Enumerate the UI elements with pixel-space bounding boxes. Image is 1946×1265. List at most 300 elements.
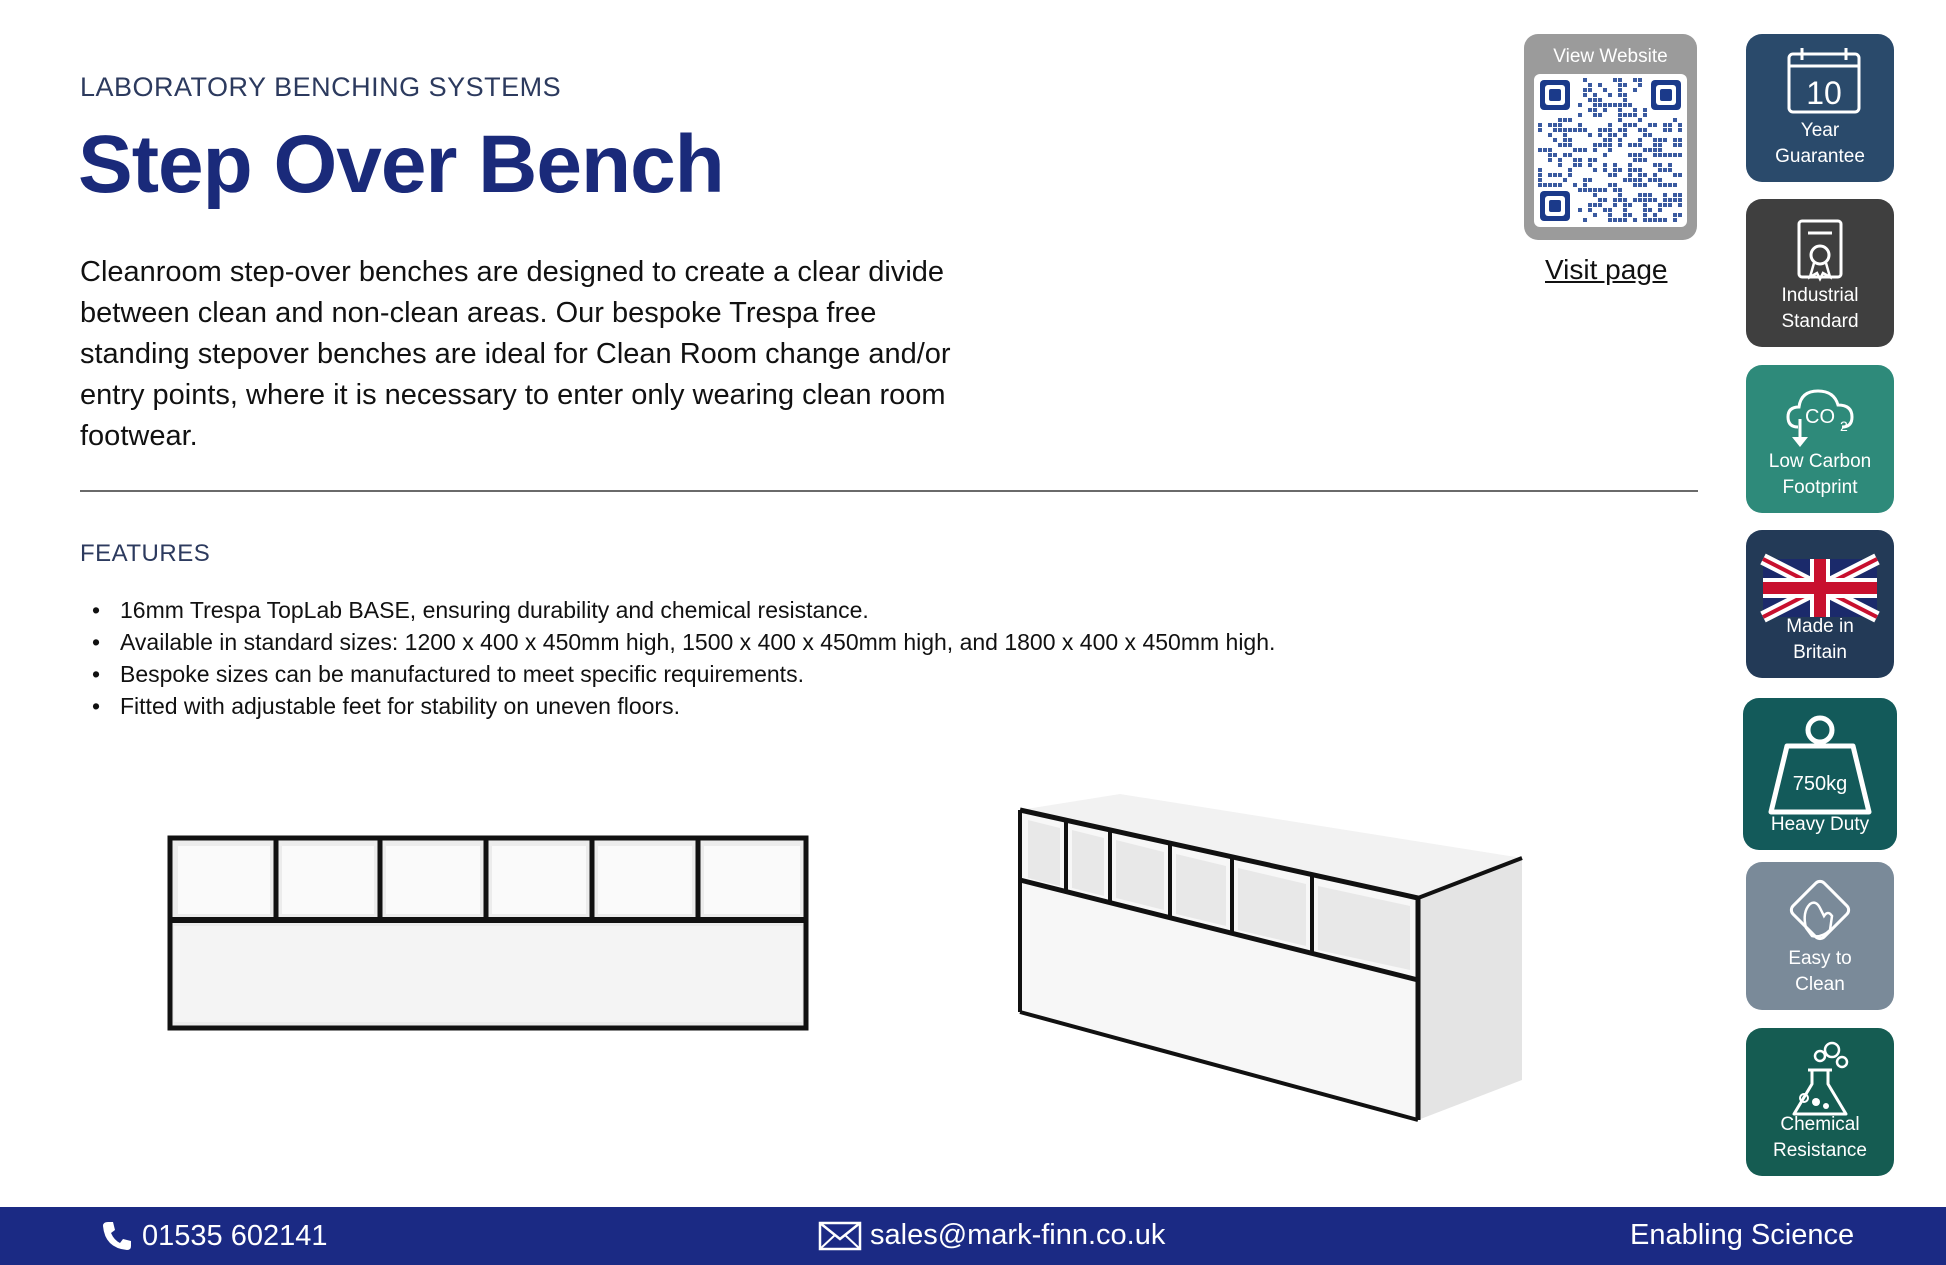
qr-module [1648,133,1652,137]
qr-module [1618,143,1622,147]
qr-module [1673,143,1677,147]
badge-label: Industrial Standard [1781,285,1859,332]
qr-module [1608,138,1612,142]
qr-module [1608,148,1612,152]
qr-module [1673,118,1677,122]
features-list [80,594,1275,722]
envelope-icon [818,1220,862,1252]
qr-card[interactable] [1524,34,1697,240]
qr-module [1663,168,1667,172]
qr-module [1603,138,1607,142]
qr-module [1633,198,1637,202]
qr-code-icon[interactable] [1534,74,1687,227]
qr-module [1588,158,1592,162]
qr-module [1613,188,1617,192]
qr-module [1573,163,1577,167]
qr-module [1628,213,1632,217]
qr-module [1623,123,1627,127]
badge-heavy-duty [1743,698,1897,850]
qr-module [1563,138,1567,142]
qr-module [1558,158,1562,162]
qr-module [1578,113,1582,117]
qr-module [1563,153,1567,157]
qr-module [1548,148,1552,152]
footer-tagline: Enabling Science [1630,1219,1855,1251]
qr-module [1648,148,1652,152]
qr-module [1573,128,1577,132]
qr-module [1638,183,1642,187]
qr-module [1588,208,1592,212]
qr-module [1618,198,1622,202]
qr-module [1553,128,1557,132]
qr-module [1583,218,1587,222]
qr-module [1658,168,1662,172]
qr-module [1673,193,1677,197]
qr-module [1638,158,1642,162]
qr-module [1633,168,1637,172]
qr-module [1603,143,1607,147]
qr-module [1578,148,1582,152]
qr-module [1658,163,1662,167]
qr-module [1633,108,1637,112]
qr-module [1543,148,1547,152]
qr-module [1658,218,1662,222]
qr-module [1588,83,1592,87]
qr-module [1643,203,1647,207]
badge-year-guarantee [1746,34,1894,182]
qr-module [1578,208,1582,212]
feature-item: • Available in standard sizes: 1200 x 400 x 450mm high, 1500 x 400 x 450mm high, and 1800 x 400 x 450mm high. [80,626,1275,658]
qr-module [1623,203,1627,207]
qr-module [1628,178,1632,182]
qr-module [1598,133,1602,137]
qr-module [1593,143,1597,147]
qr-module [1608,123,1612,127]
qr-module [1678,213,1682,217]
badge-label: Made in Britain [1786,616,1854,663]
qr-module [1618,113,1622,117]
qr-module [1578,188,1582,192]
qr-module [1608,93,1612,97]
qr-module [1558,128,1562,132]
qr-module [1658,203,1662,207]
qr-module [1638,153,1642,157]
qr-module [1608,128,1612,132]
qr-module [1608,103,1612,107]
qr-module [1593,108,1597,112]
qr-module [1658,178,1662,182]
qr-module [1638,178,1642,182]
qr-module [1678,128,1682,132]
qr-module [1643,198,1647,202]
qr-module [1668,153,1672,157]
qr-module [1638,198,1642,202]
qr-module [1668,198,1672,202]
qr-module [1603,163,1607,167]
qr-module [1653,163,1657,167]
qr-module [1608,133,1612,137]
qr-module [1563,133,1567,137]
qr-module [1653,213,1657,217]
qr-module [1608,183,1612,187]
qr-module [1633,178,1637,182]
qr-module [1643,128,1647,132]
qr-module [1623,133,1627,137]
qr-module [1633,143,1637,147]
qr-module [1593,193,1597,197]
qr-module [1558,173,1562,177]
qr-module [1538,148,1542,152]
qr-module [1633,153,1637,157]
qr-module [1568,173,1572,177]
qr-module [1563,118,1567,122]
qr-module [1658,183,1662,187]
qr-module [1588,108,1592,112]
qr-module [1678,138,1682,142]
qr-module [1673,173,1677,177]
qr-module [1618,138,1622,142]
badge-label: Low Carbon Footprint [1768,451,1872,498]
qr-module [1668,168,1672,172]
qr-module [1653,138,1657,142]
qr-module [1613,218,1617,222]
qr-module [1548,123,1552,127]
qr-module [1613,78,1617,82]
qr-module [1583,128,1587,132]
qr-module [1548,153,1552,157]
qr-module [1643,148,1647,152]
qr-module [1618,78,1622,82]
qr-module [1653,148,1657,152]
qr-module [1668,203,1672,207]
feature-item: • Bespoke sizes can be manufactured to meet specific requirements. [80,658,1275,690]
qr-module [1563,143,1567,147]
qr-module [1628,173,1632,177]
qr-module [1588,203,1592,207]
qr-module [1623,98,1627,102]
qr-module [1568,128,1572,132]
badge-label: Chemical Resistance [1773,1114,1867,1161]
qr-module [1593,113,1597,117]
qr-module [1598,203,1602,207]
qr-module [1538,178,1542,182]
qr-module [1578,123,1582,127]
qr-module [1583,78,1587,82]
qr-module [1558,163,1562,167]
qr-module [1598,198,1602,202]
qr-module [1678,198,1682,202]
phone-number[interactable]: 01535 602141 [142,1219,328,1252]
feature-item: • Fitted with adjustable feet for stability on uneven floors. [80,690,1275,722]
weight-value: 750kg [1792,773,1848,795]
qr-module [1558,183,1562,187]
qr-module [1613,198,1617,202]
qr-module [1568,168,1572,172]
qr-module [1553,123,1557,127]
qr-module [1593,158,1597,162]
qr-module [1638,83,1642,87]
qr-module [1593,213,1597,217]
qr-module [1643,213,1647,217]
qr-module [1663,218,1667,222]
qr-module [1673,183,1677,187]
qr-module [1573,148,1577,152]
qr-label: View Website [1553,46,1668,67]
qr-module [1593,148,1597,152]
qr-module [1648,123,1652,127]
qr-module [1573,158,1577,162]
qr-module [1638,118,1642,122]
qr-module [1613,103,1617,107]
qr-module [1643,183,1647,187]
qr-module [1673,198,1677,202]
qr-module [1613,203,1617,207]
qr-module [1663,183,1667,187]
qr-module [1668,128,1672,132]
qr-module [1548,133,1552,137]
qr-module [1623,103,1627,107]
badge-easy-to-clean [1746,862,1894,1010]
qr-module [1678,123,1682,127]
qr-module [1583,148,1587,152]
weight-icon [1743,708,1897,798]
qr-module [1603,153,1607,157]
qr-module [1668,163,1672,167]
qr-module [1598,83,1602,87]
qr-module [1553,153,1557,157]
qr-module [1653,178,1657,182]
qr-module [1558,118,1562,122]
qr-module [1583,93,1587,97]
qr-module [1658,208,1662,212]
qr-module [1648,178,1652,182]
qr-module [1538,173,1542,177]
qr-module [1663,198,1667,202]
qr-module [1588,188,1592,192]
qr-module [1618,93,1622,97]
qr-module [1628,143,1632,147]
qr-module [1618,218,1622,222]
qr-module [1618,188,1622,192]
section-divider [80,490,1698,492]
badge-label: Heavy Duty [1770,814,1870,835]
qr-module [1598,188,1602,192]
qr-module [1598,103,1602,107]
qr-module [1663,123,1667,127]
qr-module [1628,203,1632,207]
qr-module [1578,103,1582,107]
qr-module [1628,103,1632,107]
footer-phone[interactable] [100,1219,327,1253]
footer-bar [0,1207,1946,1265]
qr-module [1538,123,1542,127]
qr-module [1633,113,1637,117]
qr-module [1678,143,1682,147]
qr-module [1658,138,1662,142]
qr-module [1548,158,1552,162]
co2-subscript: 2 [1840,418,1848,434]
qr-module [1608,218,1612,222]
qr-module [1563,178,1567,182]
qr-module [1653,218,1657,222]
qr-module [1673,138,1677,142]
qr-module [1643,133,1647,137]
qr-module [1638,193,1642,197]
qr-module [1618,83,1622,87]
qr-module [1613,133,1617,137]
badge-made-in-britain [1746,530,1894,678]
qr-module [1588,88,1592,92]
qr-module [1643,208,1647,212]
qr-module [1643,158,1647,162]
qr-module [1623,93,1627,97]
qr-module [1618,88,1622,92]
qr-module [1678,193,1682,197]
qr-module [1628,153,1632,157]
bench-front-view-image [160,830,820,1040]
page-title: Step Over Bench [78,119,724,210]
qr-module [1618,128,1622,132]
badge-label: Year Guarantee [1775,120,1865,167]
qr-module [1623,178,1627,182]
badge-label: Easy to Clean [1788,948,1852,995]
category-label: LABORATORY BENCHING SYSTEMS [80,72,562,102]
qr-module [1623,198,1627,202]
qr-module [1623,218,1627,222]
qr-module [1553,183,1557,187]
email-address[interactable]: sales@mark-finn.co.uk [870,1219,1166,1251]
qr-module [1618,108,1622,112]
qr-module [1588,178,1592,182]
qr-module [1618,103,1622,107]
qr-module [1583,178,1587,182]
qr-module [1538,168,1542,172]
qr-module [1658,153,1662,157]
qr-module [1548,173,1552,177]
qr-module [1623,208,1627,212]
qr-module [1573,183,1577,187]
qr-module [1638,78,1642,82]
qr-module [1598,143,1602,147]
badge-industrial-standard [1746,199,1894,347]
qr-module [1608,213,1612,217]
qr-module [1638,138,1642,142]
qr-module [1623,113,1627,117]
qr-module [1618,168,1622,172]
qr-module [1638,173,1642,177]
qr-module [1578,163,1582,167]
qr-module [1553,138,1557,142]
qr-module [1553,173,1557,177]
qr-module [1653,123,1657,127]
badge-low-carbon [1746,365,1894,513]
qr-module [1633,158,1637,162]
qr-module [1643,193,1647,197]
qr-module [1618,193,1622,197]
qr-module [1568,138,1572,142]
qr-module [1653,143,1657,147]
qr-module [1578,158,1582,162]
qr-module [1543,183,1547,187]
qr-module [1663,138,1667,142]
qr-module [1538,183,1542,187]
qr-module [1663,128,1667,132]
qr-module [1563,128,1567,132]
qr-module [1618,118,1622,122]
qr-module [1548,183,1552,187]
qr-module [1613,173,1617,177]
feature-item: • 16mm Trespa TopLab BASE, ensuring durability and chemical resistance. [80,594,1275,626]
qr-module [1668,123,1672,127]
qr-module [1613,163,1617,167]
qr-module [1603,208,1607,212]
qr-module [1593,188,1597,192]
qr-module [1593,203,1597,207]
qr-module [1643,218,1647,222]
qr-module [1598,113,1602,117]
badge-chemical-resistance [1746,1028,1894,1176]
qr-module [1678,153,1682,157]
qr-module [1593,168,1597,172]
qr-module [1638,143,1642,147]
qr-module [1628,113,1632,117]
qr-module [1648,198,1652,202]
visit-page-link[interactable]: Visit page [1545,254,1668,285]
qr-module [1653,173,1657,177]
qr-module [1678,173,1682,177]
qr-module [1623,83,1627,87]
qr-module [1568,118,1572,122]
qr-module [1583,188,1587,192]
phone-icon [100,1219,134,1253]
qr-module [1538,128,1542,132]
qr-module [1603,198,1607,202]
qr-module [1603,108,1607,112]
qr-module [1603,88,1607,92]
qr-module [1633,88,1637,92]
qr-module [1608,208,1612,212]
qr-module [1558,123,1562,127]
qr-module [1673,218,1677,222]
qr-module [1628,123,1632,127]
bench-perspective-view-image [1010,790,1530,1130]
qr-module [1558,143,1562,147]
guarantee-number: 10 [1806,75,1842,111]
qr-module [1658,143,1662,147]
qr-module [1643,173,1647,177]
qr-module [1613,183,1617,187]
qr-module [1643,108,1647,112]
qr-module [1673,153,1677,157]
qr-module [1598,128,1602,132]
qr-module [1603,188,1607,192]
qr-module [1603,128,1607,132]
qr-module [1648,193,1652,197]
qr-module [1633,123,1637,127]
qr-module [1673,213,1677,217]
qr-module [1593,93,1597,97]
qr-module [1588,163,1592,167]
qr-module [1583,183,1587,187]
qr-module [1678,203,1682,207]
features-heading: FEATURES [80,540,211,567]
qr-module [1578,128,1582,132]
qr-module [1663,193,1667,197]
co2-text: CO [1805,406,1835,428]
qr-module [1583,88,1587,92]
qr-module [1668,183,1672,187]
footer-email[interactable] [818,1219,1165,1252]
